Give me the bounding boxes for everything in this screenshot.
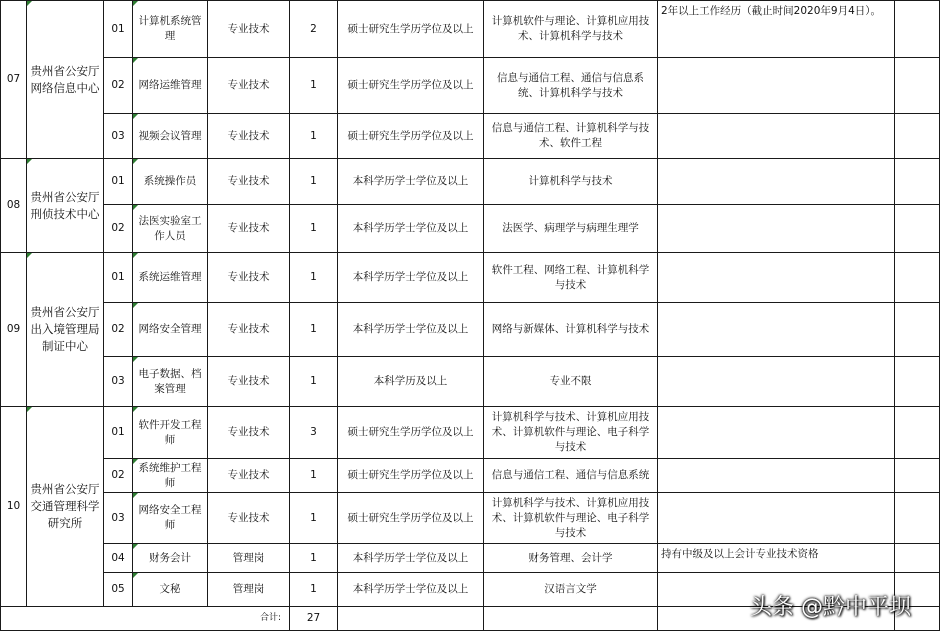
post-category: 管理岗 [208, 573, 290, 607]
table-row [1, 253, 940, 303]
post-category: 专业技术 [208, 205, 290, 253]
post-category: 专业技术 [208, 459, 290, 493]
total-empty-edu [338, 607, 484, 631]
post-code: 03 [104, 114, 133, 159]
post-remark [658, 159, 895, 205]
post-code: 02 [104, 303, 133, 357]
post-count: 1 [290, 205, 338, 253]
table-row [1, 114, 940, 159]
table-row [1, 407, 940, 459]
post-title: 系统维护工程师 [133, 459, 208, 493]
post-major: 计算机科学与技术、计算机应用技术、计算机软件与理论、电子科学与技术 [484, 493, 658, 544]
post-count: 1 [290, 493, 338, 544]
post-remark [658, 58, 895, 114]
post-education: 硕士研究生学历学位及以上 [338, 1, 484, 58]
unit-name: 贵州省公安厅出入境管理局制证中心 [27, 253, 104, 407]
post-category: 专业技术 [208, 1, 290, 58]
post-code: 02 [104, 205, 133, 253]
unit-number: 07 [1, 1, 27, 159]
post-extra [895, 58, 940, 114]
post-count: 1 [290, 357, 338, 407]
post-major: 汉语言文学 [484, 573, 658, 607]
post-category: 专业技术 [208, 407, 290, 459]
post-category: 专业技术 [208, 58, 290, 114]
post-major: 软件工程、网络工程、计算机科学与技术 [484, 253, 658, 303]
post-education: 硕士研究生学历学位及以上 [338, 459, 484, 493]
post-major: 专业不限 [484, 357, 658, 407]
post-remark [658, 459, 895, 493]
post-education: 硕士研究生学历学位及以上 [338, 407, 484, 459]
unit-number: 09 [1, 253, 27, 407]
post-title: 财务会计 [133, 544, 208, 573]
post-title: 网络运维管理 [133, 58, 208, 114]
post-major: 信息与通信工程、通信与信息系统 [484, 459, 658, 493]
post-education: 本科学历学士学位及以上 [338, 303, 484, 357]
post-major: 计算机科学与技术 [484, 159, 658, 205]
post-extra [895, 544, 940, 573]
post-title: 网络安全管理 [133, 303, 208, 357]
post-title: 电子数据、档案管理 [133, 357, 208, 407]
post-extra [895, 459, 940, 493]
post-extra [895, 1, 940, 58]
post-major: 信息与通信工程、计算机科学与技术、软件工程 [484, 114, 658, 159]
post-education: 硕士研究生学历学位及以上 [338, 58, 484, 114]
post-count: 1 [290, 58, 338, 114]
post-remark [658, 114, 895, 159]
watermark: 头条 @黔中平坝 [750, 595, 911, 620]
unit-name: 贵州省公安厅刑侦技术中心 [27, 159, 104, 253]
post-count: 1 [290, 544, 338, 573]
post-title: 法医实验室工作人员 [133, 205, 208, 253]
post-count: 2 [290, 1, 338, 58]
post-extra [895, 407, 940, 459]
post-extra [895, 303, 940, 357]
post-count: 1 [290, 459, 338, 493]
post-remark: 2年以上工作经历（截止时间2020年9月4日）。 [658, 1, 895, 58]
post-category: 管理岗 [208, 544, 290, 573]
post-major: 计算机软件与理论、计算机应用技术、计算机科学与技术 [484, 1, 658, 58]
post-major: 计算机科学与技术、计算机应用技术、计算机软件与理论、电子科学与技术 [484, 407, 658, 459]
post-major: 网络与新媒体、计算机科学与技术 [484, 303, 658, 357]
unit-number: 10 [1, 407, 27, 607]
table-row [1, 1, 940, 58]
post-remark [658, 205, 895, 253]
post-title: 系统运维管理 [133, 253, 208, 303]
post-major: 信息与通信工程、通信与信息系统、计算机科学与技术 [484, 58, 658, 114]
post-extra [895, 205, 940, 253]
unit-name: 贵州省公安厅交通管理科学研究所 [27, 407, 104, 607]
post-title: 视频会议管理 [133, 114, 208, 159]
table-row [1, 544, 940, 573]
post-education: 本科学历学士学位及以上 [338, 573, 484, 607]
post-code: 01 [104, 159, 133, 205]
post-category: 专业技术 [208, 357, 290, 407]
total-empty-major [484, 607, 658, 631]
post-code: 02 [104, 58, 133, 114]
post-category: 专业技术 [208, 253, 290, 303]
post-major: 财务管理、会计学 [484, 544, 658, 573]
post-education: 本科学历及以上 [338, 357, 484, 407]
post-count: 1 [290, 253, 338, 303]
post-education: 本科学历学士学位及以上 [338, 544, 484, 573]
post-education: 硕士研究生学历学位及以上 [338, 493, 484, 544]
post-title: 文秘 [133, 573, 208, 607]
post-category: 专业技术 [208, 159, 290, 205]
table-row [1, 205, 940, 253]
post-count: 1 [290, 573, 338, 607]
post-extra [895, 253, 940, 303]
post-category: 专业技术 [208, 493, 290, 544]
post-code: 04 [104, 544, 133, 573]
table-row [1, 459, 940, 493]
post-extra [895, 159, 940, 205]
post-education: 硕士研究生学历学位及以上 [338, 114, 484, 159]
post-remark [658, 303, 895, 357]
unit-name: 贵州省公安厅网络信息中心 [27, 1, 104, 159]
post-education: 本科学历学士学位及以上 [338, 205, 484, 253]
post-code: 03 [104, 493, 133, 544]
table-row [1, 303, 940, 357]
post-category: 专业技术 [208, 303, 290, 357]
unit-number: 08 [1, 159, 27, 253]
post-extra [895, 493, 940, 544]
post-extra [895, 357, 940, 407]
post-remark [658, 407, 895, 459]
post-code: 01 [104, 407, 133, 459]
post-count: 3 [290, 407, 338, 459]
post-remark [658, 253, 895, 303]
table-row [1, 58, 940, 114]
post-count: 1 [290, 114, 338, 159]
post-remark [658, 493, 895, 544]
post-title: 计算机系统管理 [133, 1, 208, 58]
post-extra [895, 114, 940, 159]
post-code: 03 [104, 357, 133, 407]
post-education: 本科学历学士学位及以上 [338, 253, 484, 303]
table-row [1, 493, 940, 544]
post-remark: 持有中级及以上会计专业技术资格 [658, 544, 895, 573]
post-category: 专业技术 [208, 114, 290, 159]
total-label: 合计: [1, 607, 290, 631]
table-row [1, 357, 940, 407]
post-title: 网络安全工程师 [133, 493, 208, 544]
post-title: 系统操作员 [133, 159, 208, 205]
post-code: 01 [104, 253, 133, 303]
table-row [1, 159, 940, 205]
post-education: 本科学历学士学位及以上 [338, 159, 484, 205]
post-code: 01 [104, 1, 133, 58]
post-code: 05 [104, 573, 133, 607]
post-title: 软件开发工程师 [133, 407, 208, 459]
post-code: 02 [104, 459, 133, 493]
post-major: 法医学、病理学与病理生理学 [484, 205, 658, 253]
post-count: 1 [290, 303, 338, 357]
post-count: 1 [290, 159, 338, 205]
total-count: 27 [290, 607, 338, 631]
post-remark [658, 357, 895, 407]
